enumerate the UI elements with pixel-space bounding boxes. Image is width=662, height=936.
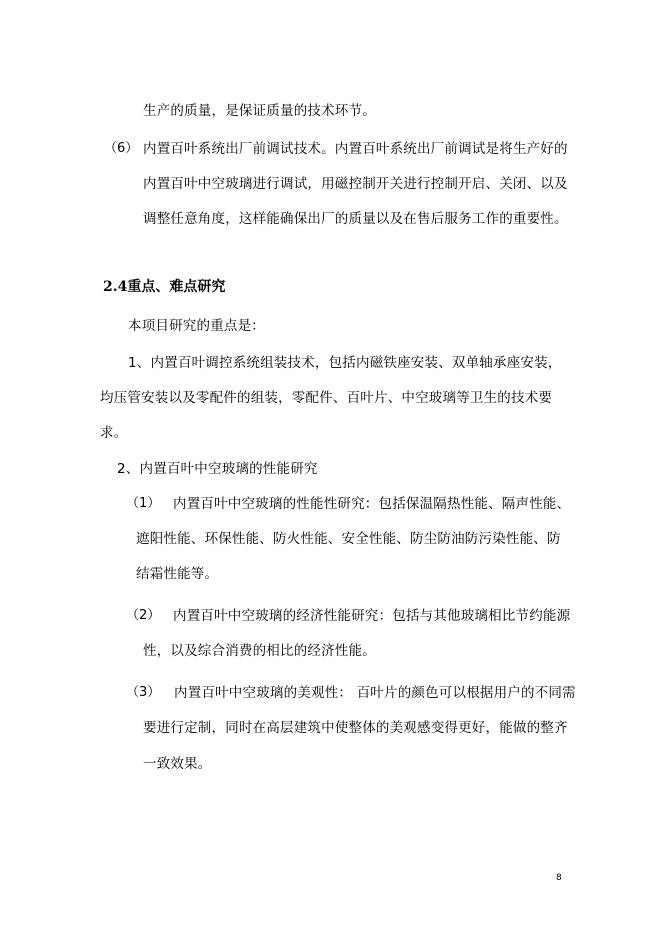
section-heading: 2.4重点、难点研究 <box>103 279 226 295</box>
paragraph-6-continuation-line: 生产的质量，是保证质量的技术环节。 <box>143 103 376 119</box>
sub-item-2-line-1: 内置百叶中空玻璃的经济性能研究：包括与其他玻璃相比节约能源 <box>173 608 571 624</box>
paragraph-6-line-2: 内置百叶中空玻璃进行调试，用磁控制开关进行控制开启、关闭、以及 <box>143 176 568 192</box>
sub-item-3-marker: （3） <box>126 685 161 700</box>
paragraph-6-line-1: 内置百叶系统出厂前调试技术。内置百叶系统出厂前调试是将生产好的 <box>143 141 568 157</box>
sub-item-1-line-2: 遮阳性能、环保性能、防火性能、安全性能、防尘防油防污染性能、防 <box>136 531 561 547</box>
section-intro: 本项目研究的重点是： <box>128 318 265 334</box>
sub-item-2-marker: （2） <box>126 608 161 623</box>
paragraph-6-line-3: 调整任意角度，这样能确保出厂的质量以及在售后服务工作的重要性。 <box>143 211 568 227</box>
sub-item-2-line-2: 性，以及综合消费的相比的经济性能。 <box>143 643 376 659</box>
sub-item-1-line-3: 结霜性能等。 <box>136 566 219 582</box>
sub-item-3-line-2: 要进行定制，同时在高层建筑中使整体的美观感变得更好，能做的整齐 <box>143 720 568 736</box>
item-1-line-2: 均压管安装以及零配件的组装，零配件、百叶片、中空玻璃等卫生的技术要 <box>100 390 553 406</box>
sub-item-1-line-1: 内置百叶中空玻璃的性能性研究：包括保温隔热性能、隔声性能、 <box>173 496 571 512</box>
sub-item-3-line-3: 一致效果。 <box>143 756 212 772</box>
item-1-line-3: 求。 <box>100 425 128 441</box>
item-2-title: 2、内置百叶中空玻璃的性能研究 <box>117 461 318 477</box>
sub-item-1-marker: （1） <box>126 496 161 511</box>
sub-item-3-line-1: 内置百叶中空玻璃的美观性： 百叶片的颜色可以根据用户的不同需 <box>174 685 576 701</box>
paragraph-6-marker: （6） <box>104 141 139 156</box>
page-number: 8 <box>556 873 562 883</box>
item-1-line-1: 1、内置百叶调控系统组装技术，包括内磁铁座安装、双单轴承座安装， <box>128 355 562 371</box>
